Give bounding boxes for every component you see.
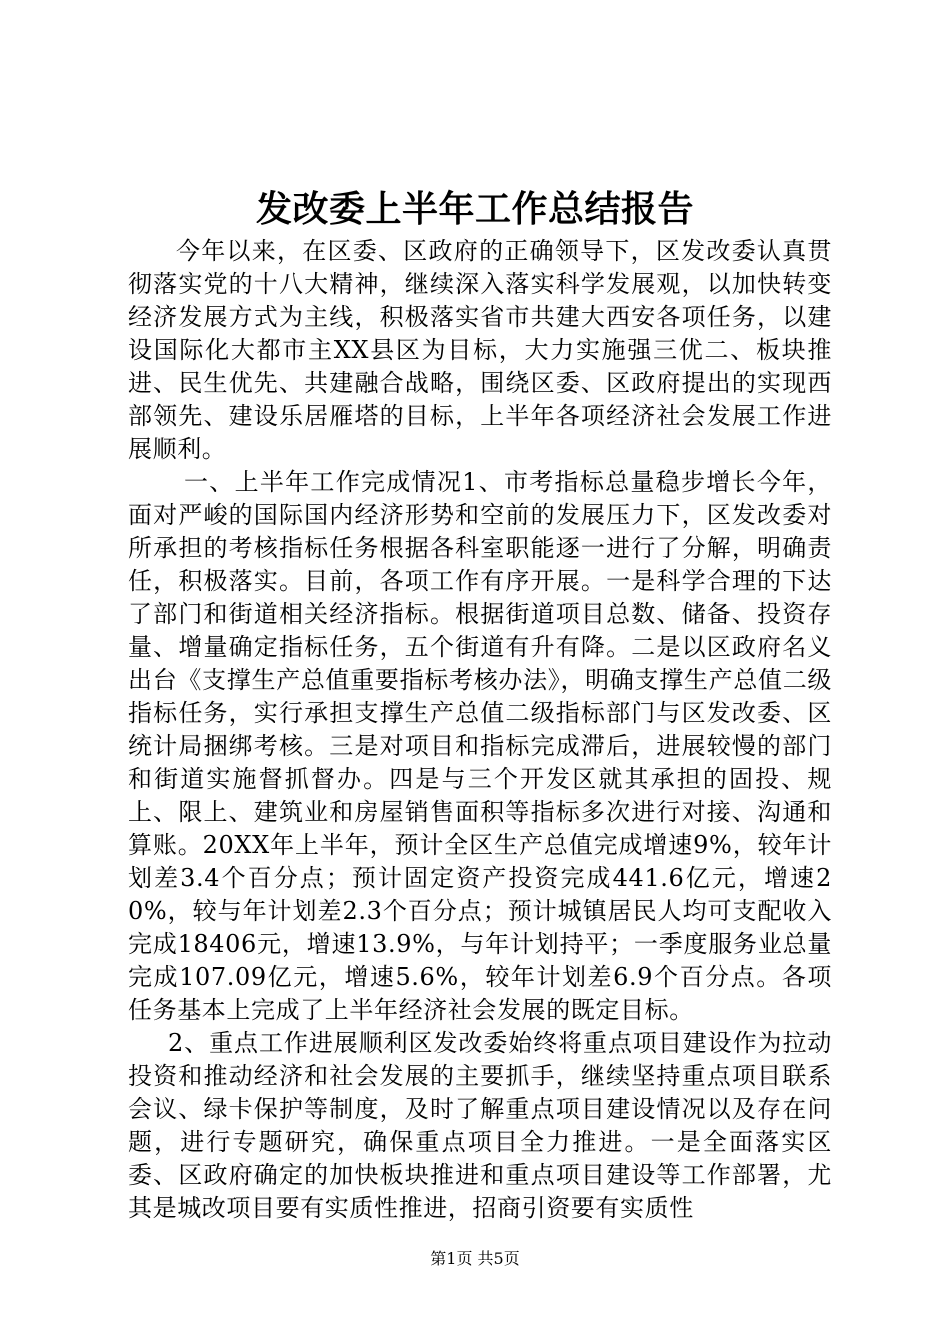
document-title: 发改委上半年工作总结报告 <box>255 188 694 230</box>
page-number-footer: 第1页 共5页 <box>430 1249 520 1268</box>
body-paragraph-1: 今年以来，在区委、区政府的正确领导下，区发改委认真贯彻落实党的十八大精神，继续深入落实科学发展观，以加快转变经济发展方式为主线，积极落实省市共建大西安各项任务，以建设国际化大都市主XX县区为目标，大力实施强三优二、板块推进、民生优先、共建融合战略，围绕区委、区政府提出的实现西部领先、建设乐居雁塔的目标，上半年各项经济社会发展工作进展顺利。 <box>128 237 832 463</box>
body-paragraph-3: 2、重点工作进展顺利区发改委始终将重点项目建设作为拉动投资和推动经济和社会发展的主要抓手，继续坚持重点项目联系会议、绿卡保护等制度，及时了解重点项目建设情况以及存在问题，进行专题研究，确保重点项目全力推进。一是全面落实区委、区政府确定的加快板块推进和重点项目建设等工作部署，尤其是城改项目要有实质性推进，招商引资要有实质性 <box>128 1029 832 1222</box>
body-paragraph-2: 一、上半年工作完成情况1、市考指标总量稳步增长今年，面对严峻的国际国内经济形势和空前的发展压力下，区发改委对所承担的考核指标任务根据各科室职能逐一进行了分解，明确责任，积极落实。目前，各项工作有序开展。一是科学合理的下达了部门和街道相关经济指标。根据街道项目总数、储备、投资存量、增量确定指标任务，五个街道有升有降。二是以区政府名义出台《支撑生产总值重要指标考核办法》，明确支撑生产总值二级指标任务，实行承担支撑生产总值二级指标部门与区发改委、区统计局捆绑考核。三是对项目和指标完成滞后，进展较慢的部门和街道实施督抓督办。四是与三个开发区就其承担的固投、规上、限上、建筑业和房屋销售面积等指标多次进行对接、沟通和算账。20XX年上半年，预计全区生产总值完成增速9%，较年计划差3.4个百分点；预计固定资产投资完成441.6亿元，增速20%，较与年计划差2.3个百分点；预计城镇居民人均可支配收入完成18406元，增速13.9%，与年计划持平；一季度服务业总量完成107.09亿元，增速5.6%，较年计划差6.9个百分点。各项任务基本上完成了上半年经济社会发展的既定目标。 <box>128 468 832 1024</box>
document-body <box>128 235 832 1225</box>
